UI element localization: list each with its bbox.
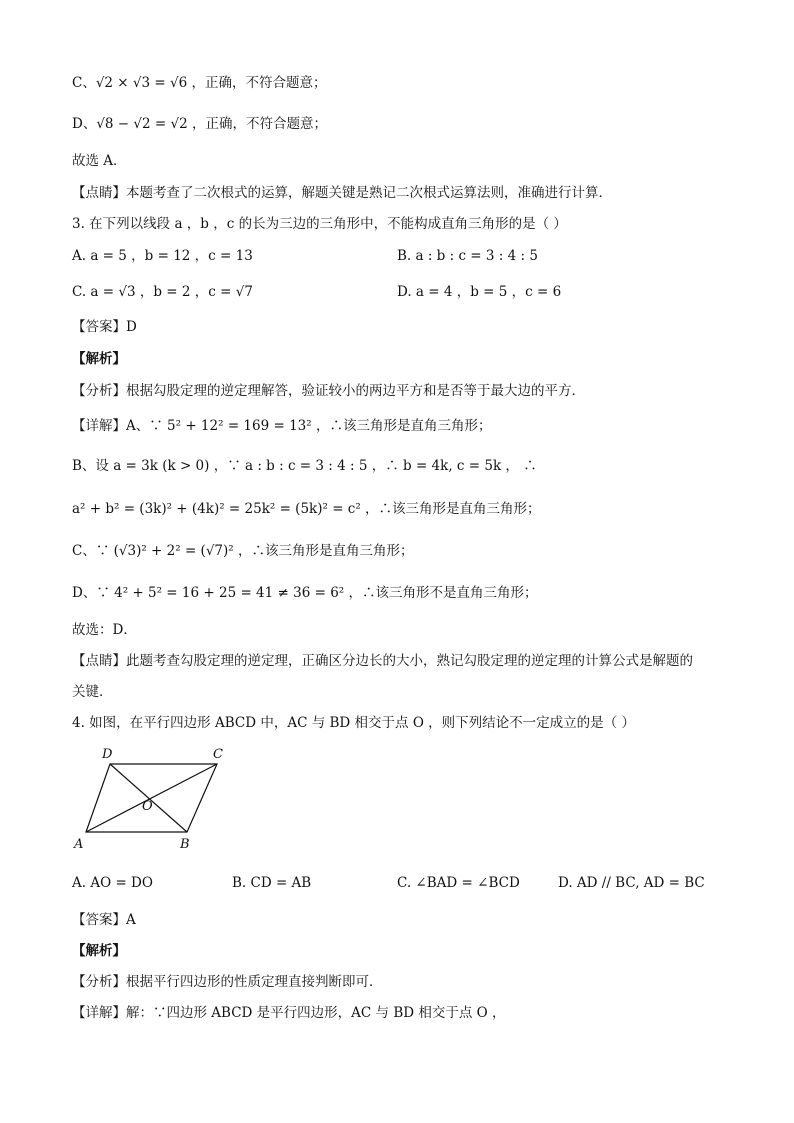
detail-3b-cont: a² + b² = (3k)² + (4k)² = 25k² = (5k)² = c² ，∴该三角形是直角三角形； <box>72 501 541 517</box>
detail-4: 【详解】解：∵四边形 ABCD 是平行四边形，AC 与 BD 相交于点 O ， <box>72 1005 506 1021</box>
comment-3-cont: 关键． <box>72 684 113 700</box>
option-4b: B. CD = AB <box>232 875 312 891</box>
vertex-label-d: D <box>102 747 113 762</box>
question-3: 3. 在下列以线段 a ，b ，c 的长为三边的三角形中，不能构成直角三角形的是（ ） <box>72 216 567 232</box>
detail-3c: C、∵ (√3)² + 2² = (√7)² ，∴该三角形是直角三角形； <box>72 543 414 559</box>
diagonal-bd <box>110 764 187 832</box>
vertex-label-c: C <box>213 747 223 762</box>
center-label-o: O <box>142 799 153 814</box>
analysis-header-4: 【解析】 <box>72 943 126 959</box>
text-line: C、√2 × √3 = √6 ，正确，不符合题意； <box>72 75 327 91</box>
detail-3b: B、设 a = 3k (k > 0) ，∵ a : b : c = 3 : 4 : 5 ，∴ b = 4k, c = 5k ， ∴ <box>72 458 537 474</box>
option-4d: D. AD // BC, AD = BC <box>558 875 705 891</box>
analysis-header-3: 【解析】 <box>72 351 126 367</box>
option-4a: A. AO = DO <box>72 875 153 891</box>
diagonal-ac <box>86 764 217 832</box>
text-line: 【点睛】本题考查了二次根式的运算，解题关键是熟记二次根式运算法则，准确进行计算． <box>72 185 612 201</box>
vertex-label-b: B <box>180 837 190 852</box>
detail-3a: 【详解】A、∵ 5² + 12² = 169 = 13² ，∴该三角形是直角三角形； <box>72 418 492 434</box>
detail-3d: D、∵ 4² + 5² = 16 + 25 = 41 ≠ 36 = 6² ，∴该三角形不是直角三角形； <box>72 585 538 601</box>
analysis-4: 【分析】根据平行四边形的性质定理直接判断即可． <box>72 974 383 990</box>
option-3b: B. a : b : c = 3 : 4 : 5 <box>397 248 538 264</box>
comment-3: 【点睛】此题考查勾股定理的逆定理，正确区分边长的大小，熟记勾股定理的逆定理的计算公式是解题的 <box>72 653 693 669</box>
answer-4: 【答案】A <box>72 912 136 928</box>
option-3c: C. a = √3 ，b = 2 ，c = √7 <box>72 284 253 300</box>
analysis-3: 【分析】根据勾股定理的逆定理解答，验证较小的两边平方和是否等于最大边的平方． <box>72 383 585 399</box>
option-3d: D. a = 4 ，b = 5 ，c = 6 <box>397 284 562 300</box>
text-line: D、√8 − √2 = √2 ，正确，不符合题意； <box>72 116 327 132</box>
option-4c: C. ∠BAD = ∠BCD <box>397 875 520 891</box>
parallelogram-figure <box>72 744 232 854</box>
question-4: 4. 如图，在平行四边形 ABCD 中，AC 与 BD 相交于点 O ，则下列结论不一定成立的是（ ） <box>72 715 635 731</box>
conclusion-3: 故选：D． <box>72 622 137 638</box>
option-3a: A. a = 5 ，b = 12 ，c = 13 <box>72 248 253 264</box>
text-line: 故选 A． <box>72 153 127 169</box>
vertex-label-a: A <box>74 837 84 852</box>
answer-3: 【答案】D <box>72 319 137 335</box>
